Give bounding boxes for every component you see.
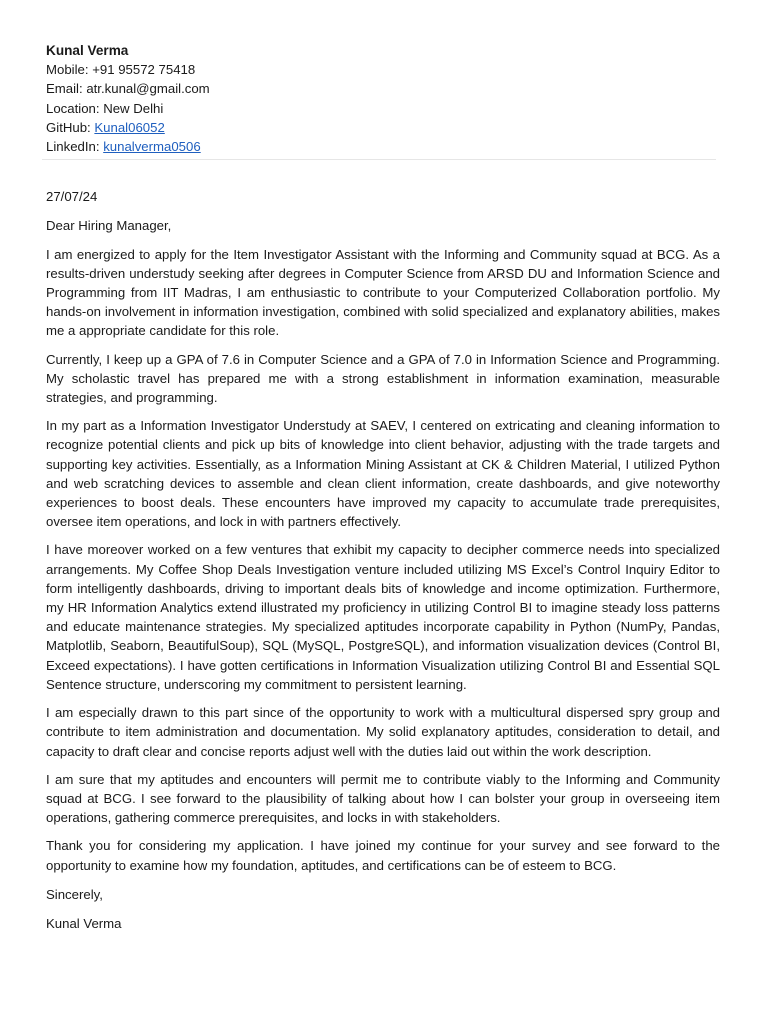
location-label: Location:: [46, 100, 104, 116]
linkedin-line: [46, 137, 720, 156]
closing: Sincerely,: [46, 886, 103, 902]
letter-date: 27/07/24: [46, 189, 98, 205]
signature: Kunal Verma: [46, 915, 122, 931]
header-divider: [42, 159, 716, 160]
mobile-line: [46, 60, 720, 79]
location-value: New Delhi: [103, 100, 164, 116]
linkedin-link[interactable]: kunalverma0506: [103, 139, 201, 155]
salutation: Dear Hiring Manager,: [46, 218, 172, 234]
email-line: [46, 79, 720, 98]
email-label: Email:: [46, 81, 87, 97]
mobile-label: Mobile:: [46, 62, 93, 78]
paragraph-academics: Currently, I keep up a GPA of 7.6 in Computer Science and a GPA of 7.0 in Information Science and Programming. My scholastic travel has prepared me with a strong establishment in information examination, measurable strategies, and programming.: [46, 351, 720, 406]
paragraph-motivation: I am especially drawn to this part since of the opportunity to work with a multicultural dispersed spry group and contribute to item administration and documentation. My solid explanatory aptitudes, consideration to detail, and capacity to draft clear and concise reports adjust well with the duties laid out within the work description.: [46, 705, 720, 759]
mobile-value: +91 95572 75418: [92, 62, 196, 78]
github-line: [46, 118, 720, 137]
linkedin-label: LinkedIn:: [46, 139, 104, 155]
github-label: GitHub:: [46, 119, 95, 135]
applicant-name: Kunal Verma: [46, 43, 129, 58]
contact-header: [46, 41, 720, 156]
email-value: atr.kunal@gmail.com: [86, 81, 210, 97]
location-line: [46, 99, 720, 118]
paragraph-experience: In my part as a Information Investigator Understudy at SAEV, I centered on extricating and cleaning information to recognize potential clients and pick up bits of knowledge into client behavior, adjusting with the trade targets and supporting key activities. Essentially, as a Information Mining Assistant at CK & Children Material, I utilized Python and web scratching devices to assemble and clean client information, create dashboards, and give noteworthy experiences to boost deals. These encounters have improved my capacity to accumulate trade prerequisites, oversee item operations, and lock in with partners effectively.: [46, 418, 720, 530]
github-link[interactable]: Kunal06052: [94, 119, 165, 135]
paragraph-projects: I have moreover worked on a few ventures that exhibit my capacity to decipher commerce needs into specialized arrangements. My Coffee Shop Deals Investigation venture included utilizing MS Excel’s Control Inquiry Editor to form intelligently dashboards, driving to important deals bits of knowledge and income optimization. Furthermore, my HR Information Analytics extend illustrated my proficiency in utilizing Control BI to imagine steady loss patterns and educate maintenance strategies. My specialized aptitudes incorporate capability in Python (NumPy, Pandas, Matplotlib, Seaborn, BeautifulSoup), SQL (MySQL, PostgreSQL), and information visualization devices (Control BI, Exceed expectations). I have gotten certifications in Information Visualization utilizing Control BI and Essential SQL Sentence structure, underscoring my commitment to persistent learning.: [46, 542, 720, 692]
paragraph-confidence: I am sure that my aptitudes and encounters will permit me to contribute viably to the Informing and Community squad at BCG. I see forward to the plausibility of talking about how I can bolster your group in overseeing item operations, gathering commerce prerequisites, and locks in with stakeholders.: [46, 771, 720, 826]
paragraph-thanks: Thank you for considering my application. I have joined my continue for your survey and see forward to the opportunity to examine how my foundation, aptitudes, and certifications can be of esteem to BCG.: [46, 838, 720, 873]
paragraph-intro: I am energized to apply for the Item Investigator Assistant with the Informing and Community squad at BCG. As a results-driven understudy seeking after degrees in Computer Science from ARSD DU and Information Science and Programming from IIT Madras, I am enthusiastic to contribute to your Computerized Collaboration portfolio. My hands-on involvement in information investigation, combined with solid specialized and explanatory abilities, makes me a appropriate candidate for this role.: [46, 246, 720, 339]
